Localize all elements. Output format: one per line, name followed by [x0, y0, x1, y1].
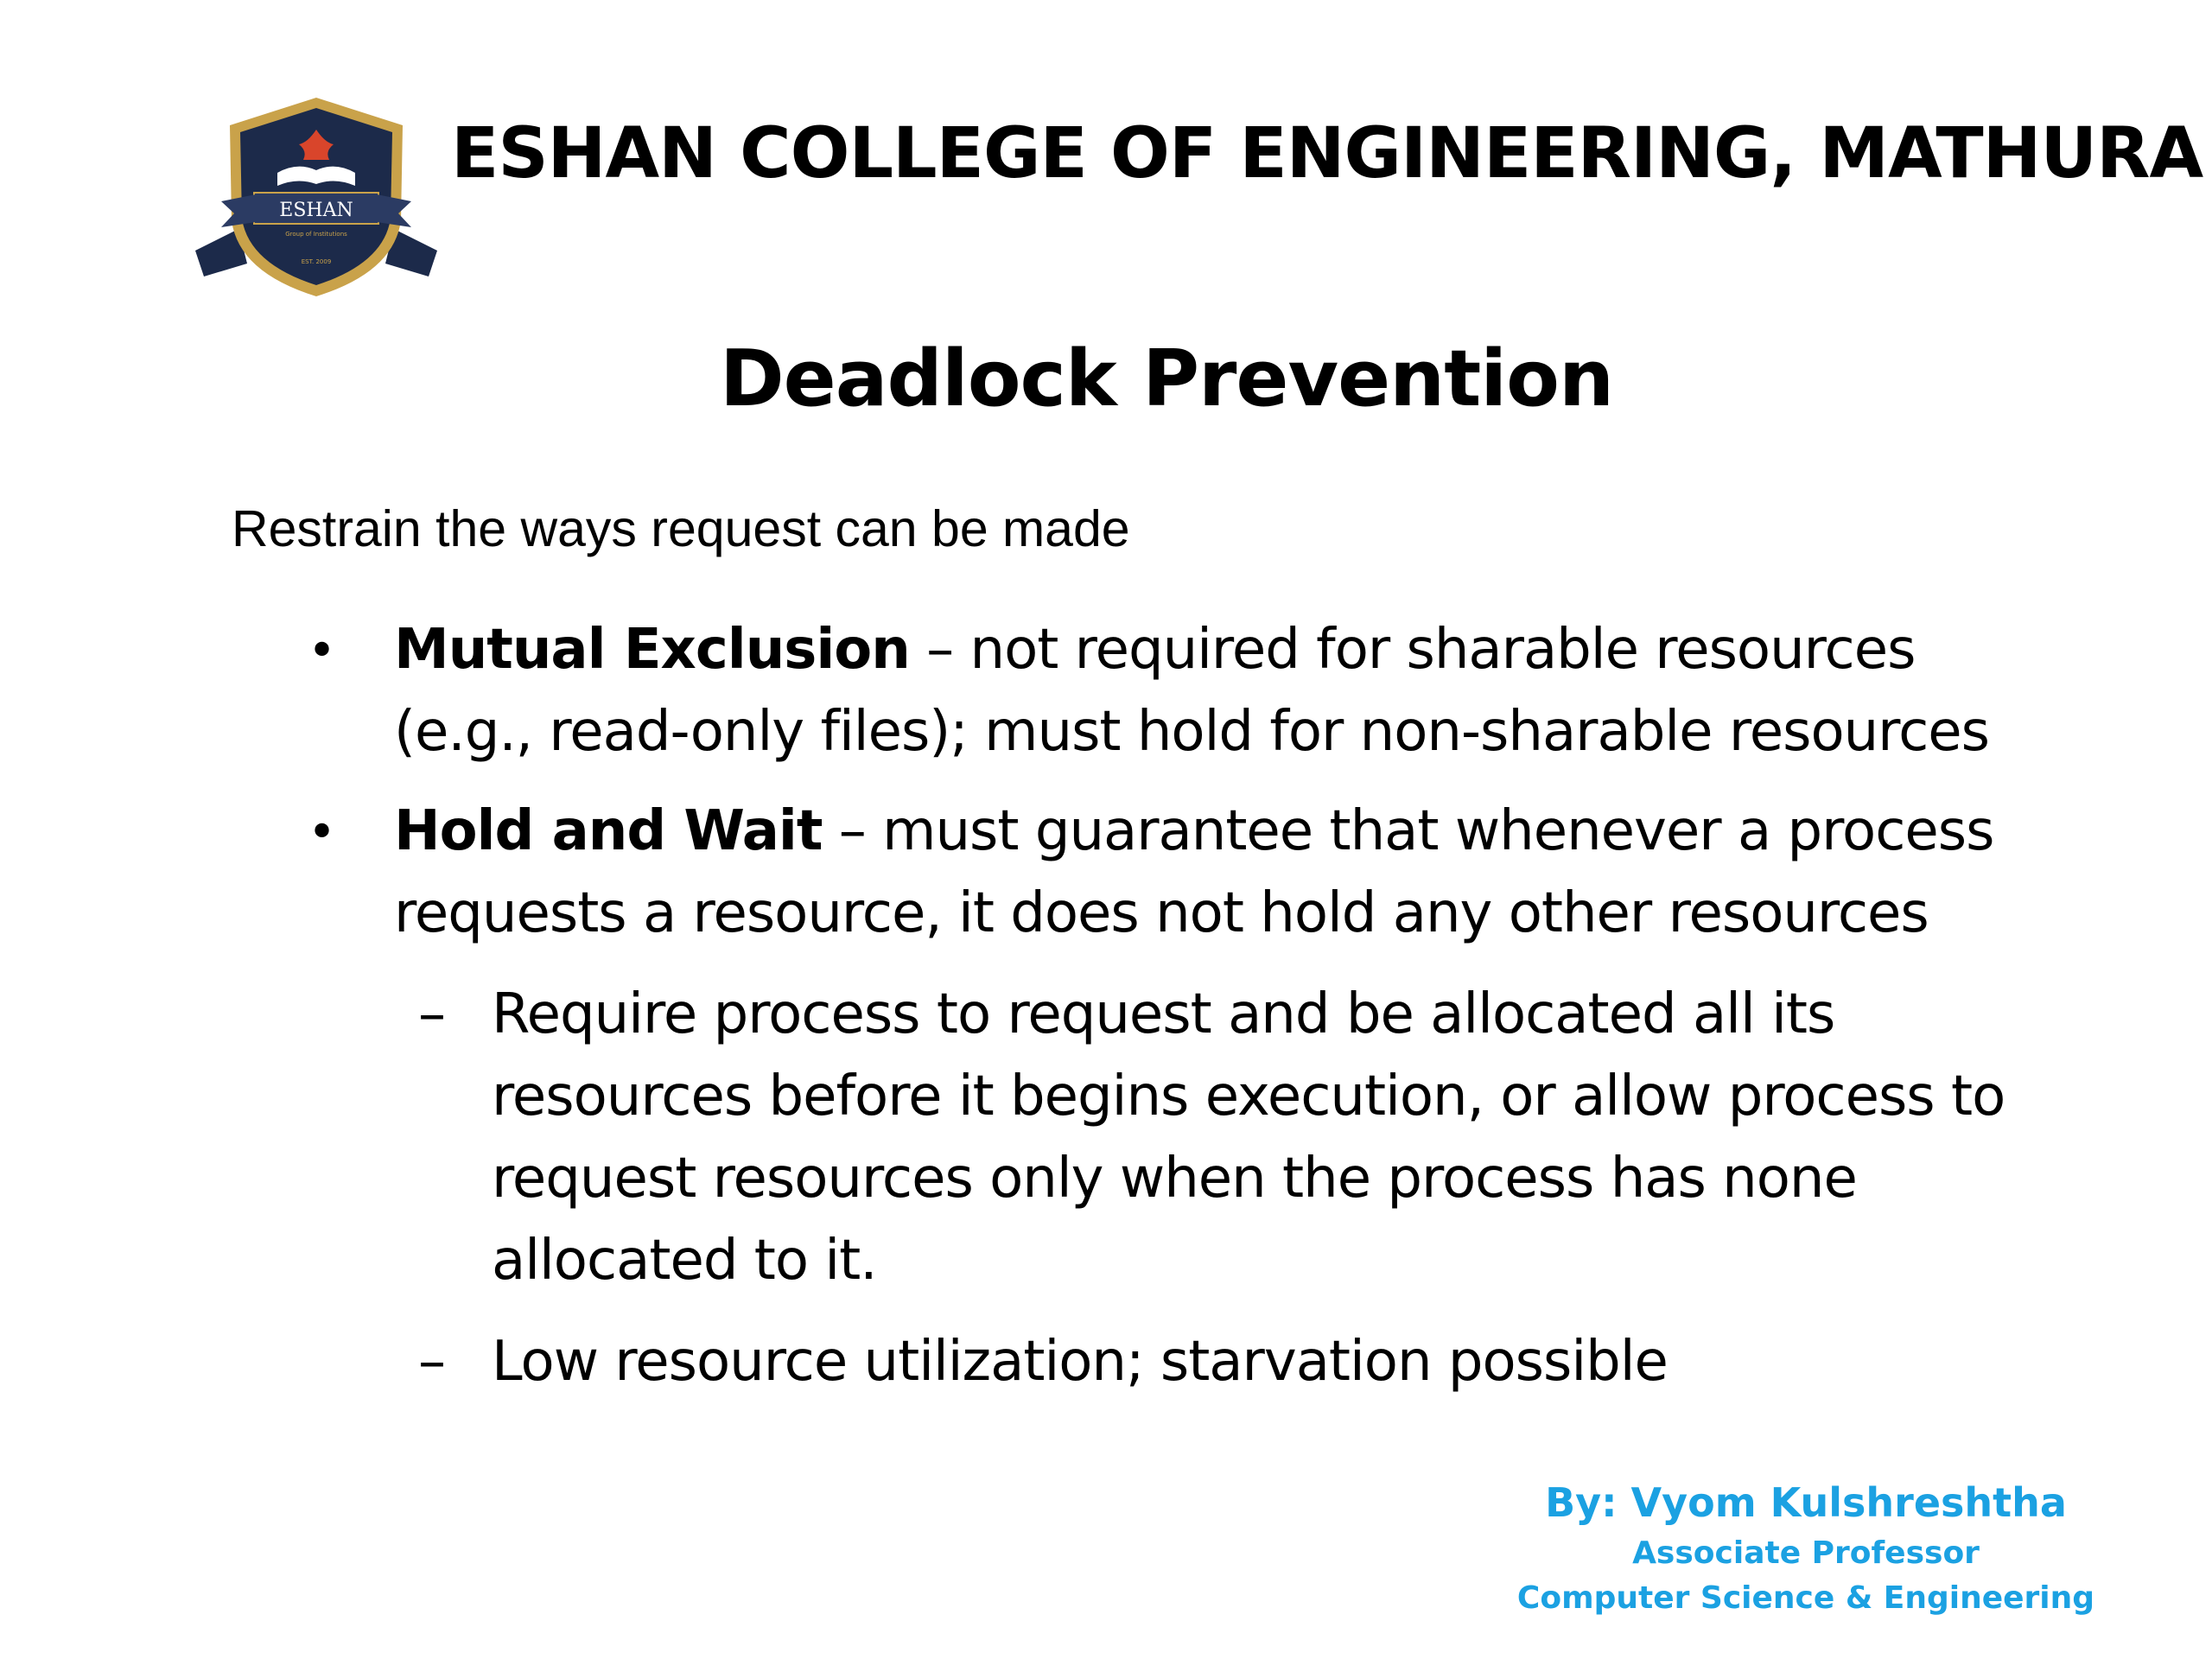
bullet-text: – not required for sharable resources [909, 618, 1916, 682]
bullet-marker: • [308, 623, 337, 679]
subbullet-line: resources before it begins execution, or allow process to [492, 1065, 2005, 1128]
bullet-line [394, 799, 1994, 863]
subbullet-line: request resources only when the process has none [492, 1147, 1857, 1211]
subbullet-marker: – [418, 982, 446, 1046]
bullet-marker: • [308, 804, 337, 861]
subbullet-line: allocated to it. [492, 1229, 877, 1293]
logo-name-text: ESHAN [279, 200, 353, 221]
shield-logo-icon [187, 91, 446, 302]
bullet-text: – must guarantee that whenever a process [822, 799, 1994, 863]
subbullet-line: Low resource utilization; starvation possible [492, 1330, 1668, 1394]
logo-est-text: EST. 2009 [301, 258, 332, 265]
bullet-line: requests a resource, it does not hold any other resources [394, 881, 1929, 945]
subbullet-marker: – [418, 1330, 446, 1394]
logo-subtitle-text: Group of Institutions [285, 231, 347, 238]
college-logo [187, 91, 446, 302]
bullet-term: Hold and Wait [394, 799, 823, 863]
bullet-line [394, 618, 1916, 682]
bullet-term: Mutual Exclusion [394, 618, 910, 682]
college-name: ESHAN COLLEGE OF ENGINEERING, MATHURA [451, 113, 2203, 194]
bullet-line: (e.g., read-only files); must hold for non-sharable resources [394, 700, 1989, 764]
subbullet-line: Require process to request and be allocated all its [492, 982, 1835, 1046]
author-department: Computer Science & Engineering [1516, 1580, 2095, 1616]
slide-title: Deadlock Prevention [719, 334, 1614, 424]
intro-text: Restrain the ways request can be made [232, 500, 1130, 557]
author-designation: Associate Professor [1632, 1535, 1980, 1571]
author-name: By: Vyom Kulshreshtha [1545, 1479, 2067, 1526]
